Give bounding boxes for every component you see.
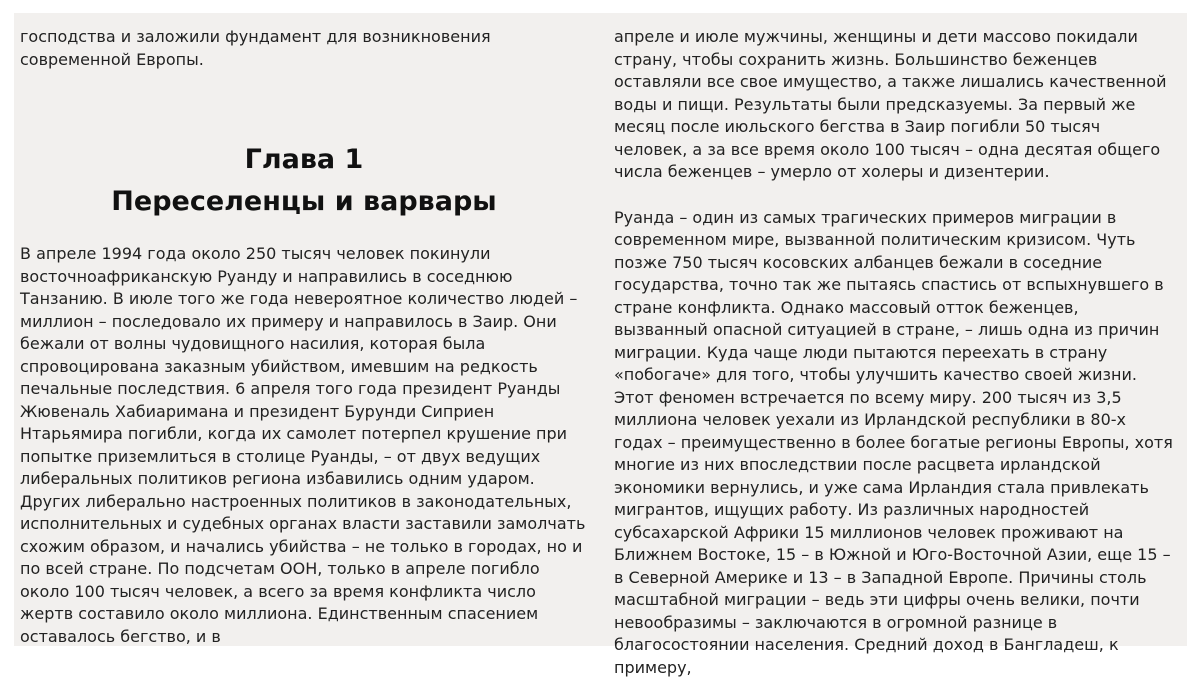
chapter-heading	[20, 139, 590, 223]
right-column	[614, 26, 1174, 679]
left-column	[20, 26, 590, 648]
body-paragraph: В апреле 1994 года около 250 тысяч человек покинули восточноафриканскую Руанду и направились в соседнюю Танзанию. В июле того же года невероятное количество людей – миллион – последовало их примеру и направилось в Заир. Они бежали от волны чудовищного насилия, которая была спровоцирована заказным убийством, имевшим на редкость печальные последствия. 6 апреля того года президент Руанды Жювеналь Хабиаримана и президент Бурунди Сиприен Нтарьямира погибли, когда их самолет потерпел крушение при попытке приземлиться в столице Руанды, – от двух ведущих либеральных политиков региона избавились одним ударом. Других либерально настроенных политиков в законодательных, исполнительных и судебных органах власти заставили замолчать схожим образом, и начались убийства – не только в городах, но и по всей стране. По подсчетам ООН, только в апреле погибло около 100 тысяч человек, а всего за время конфликта число жертв составило около миллиона. Единственным спасением оставалось бегство, и в	[20, 243, 590, 648]
chapter-number: Глава 1	[20, 139, 588, 181]
body-paragraph: Руанда – один из самых трагических примеров миграции в современном мире, вызванной политическим кризисом. Чуть позже 750 тысяч косовских албанцев бежали в соседние государства, точно так же пытаясь спастись от вспыхнувшего в стране конфликта. Однако массовый отток беженцев, вызванный опасной ситуацией в стране, – лишь одна из причин миграции. Куда чаще люди пытаются переехать в страну «побогаче» для того, чтобы улучшить качество своей жизни. Этот феномен встречается по всему миру. 200 тысяч из 3,5 миллиона человек уехали из Ирландской республики в 80-х годах – преимущественно в более богатые регионы Европы, хотя многие из них впоследствии после расцвета ирландской экономики вернулись, и уже сама Ирландия стала привлекать мигрантов, ищущих работу. Из различных народностей субсахарской Африки 15 миллионов человек проживают на Ближнем Востоке, 15 – в Южной и Юго-Восточной Азии, еще 15 – в Северной Америке и 13 – в Западной Европе. Причины столь масштабной миграции – ведь эти цифры очень велики, почти невообразимы – заключаются в огромной разнице в благосостоянии населения. Средний доход в Бангладеш, к примеру,	[614, 207, 1174, 679]
book-page	[14, 13, 1187, 646]
body-paragraph: апреле и июле мужчины, женщины и дети массово покидали страну, чтобы сохранить жизнь. Большинство беженцев оставляли все свое имущество, а также лишались качественной воды и пищи. Результаты были предсказуемы. За первый же месяц после июльского бегства в Заир погибли 50 тысяч человек, а за все время около 100 тысяч – одна десятая общего числа беженцев – умерло от холеры и дизентерии.	[614, 26, 1174, 184]
continuation-paragraph: господства и заложили фундамент для возникновения современной Европы.	[20, 26, 590, 71]
chapter-title: Переселенцы и варвары	[20, 181, 588, 223]
paragraph-spacer	[614, 184, 1174, 207]
